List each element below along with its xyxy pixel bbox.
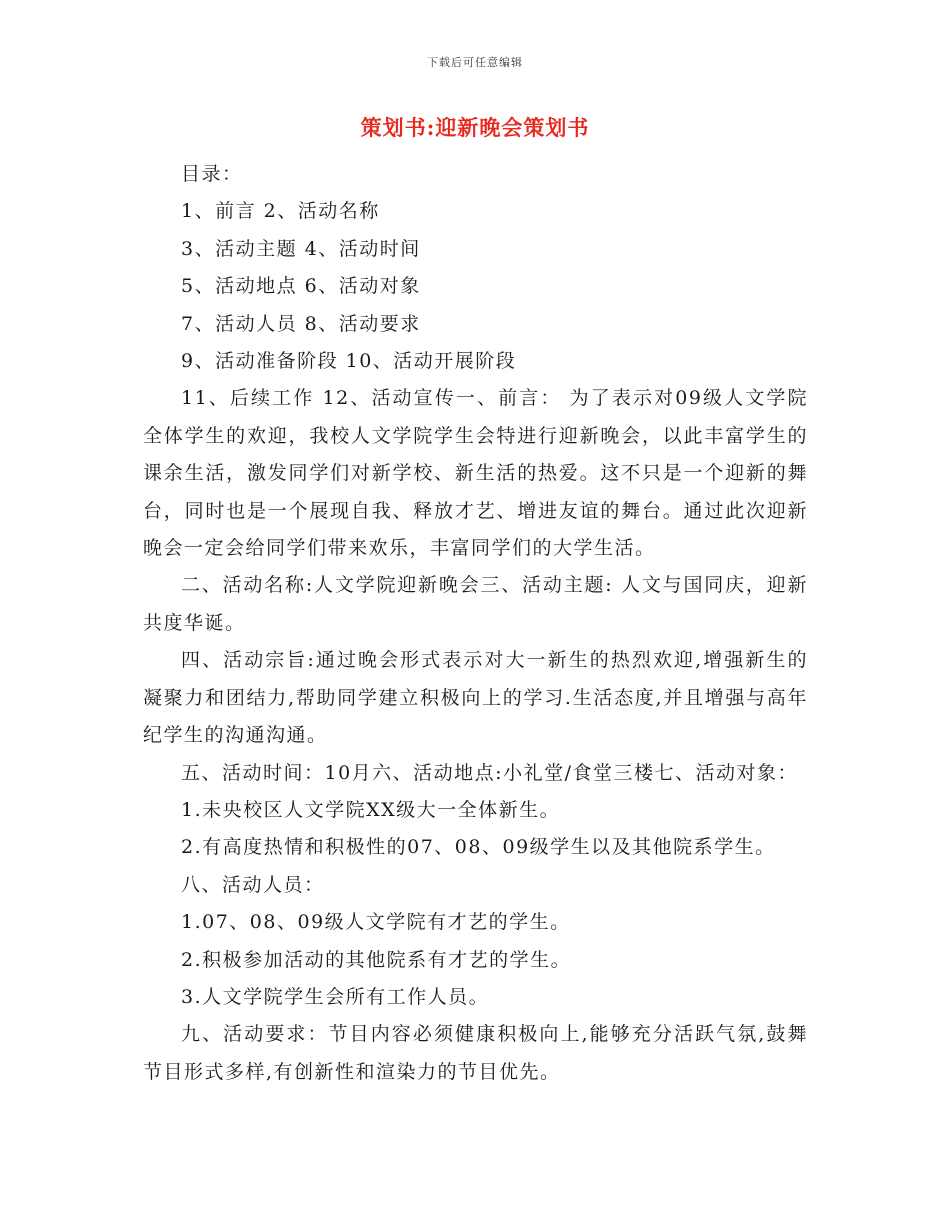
toc-heading: 目录： xyxy=(181,163,243,185)
activity-purpose-paragraph: 四、活动宗旨:通过晚会形式表示对大一新生的热烈欢迎,增强新生的凝聚力和团结力,帮助同学建立积极向上的学习.生活态度,并且增强与高年纪学生的沟通沟通。 xyxy=(143,649,808,747)
activity-time-place-paragraph: 五、活动时间：10月六、活动地点:小礼堂/食堂三楼七、活动对象： xyxy=(181,761,798,784)
page-header-note: 下载后可任意编辑 xyxy=(427,56,523,69)
document-body xyxy=(143,156,808,1091)
staff-item-3: 3.人文学院学生会所有工作人员。 xyxy=(181,985,490,1008)
staff-item-1: 1.07、08、09级人文学院有才艺的学生。 xyxy=(181,911,571,934)
requirements-paragraph: 九、活动要求：节目内容必须健康积极向上,能够充分活跃气氛,鼓舞节目形式多样,有创新性和渲染力的节目优先。 xyxy=(143,1023,808,1083)
target-item-1: 1.未央校区人文学院XX级大一全体新生。 xyxy=(181,798,561,821)
toc-line-2: 3、活动主题 4、活动时间 xyxy=(181,237,421,260)
staff-heading: 八、活动人员： xyxy=(181,873,325,896)
toc-line-5: 9、活动准备阶段 10、活动开展阶段 xyxy=(181,350,517,373)
toc-line-3: 5、活动地点 6、活动对象 xyxy=(181,275,421,298)
activity-name-theme-paragraph: 二、活动名称:人文学院迎新晚会三、活动主题: 人文与国同庆，迎新共度华诞。 xyxy=(143,574,808,634)
toc-line-4: 7、活动人员 8、活动要求 xyxy=(181,312,421,335)
staff-item-2: 2.积极参加活动的其他院系有才艺的学生。 xyxy=(181,948,572,971)
target-item-2: 2.有高度热情和积极性的07、08、09级学生以及其他院系学生。 xyxy=(181,836,776,859)
document-title: 策划书:迎新晚会策划书 xyxy=(360,115,590,140)
toc-line-1: 1、前言 2、活动名称 xyxy=(181,200,380,223)
preface-paragraph: 11、后续工作 12、活动宣传一、前言： 为了表示对09级人文学院全体学生的欢迎，我校人文学院学生会特进行迎新晚会，以此丰富学生的课余生活，激发同学们对新学校、新生活的热爱。这不只是一个迎新的舞台，同时也是一个展现自我、释放才艺、增进友谊的舞台。通过此次迎新晚会一定会给同学们带来欢乐，丰富同学们的大学生活。 xyxy=(143,387,808,560)
